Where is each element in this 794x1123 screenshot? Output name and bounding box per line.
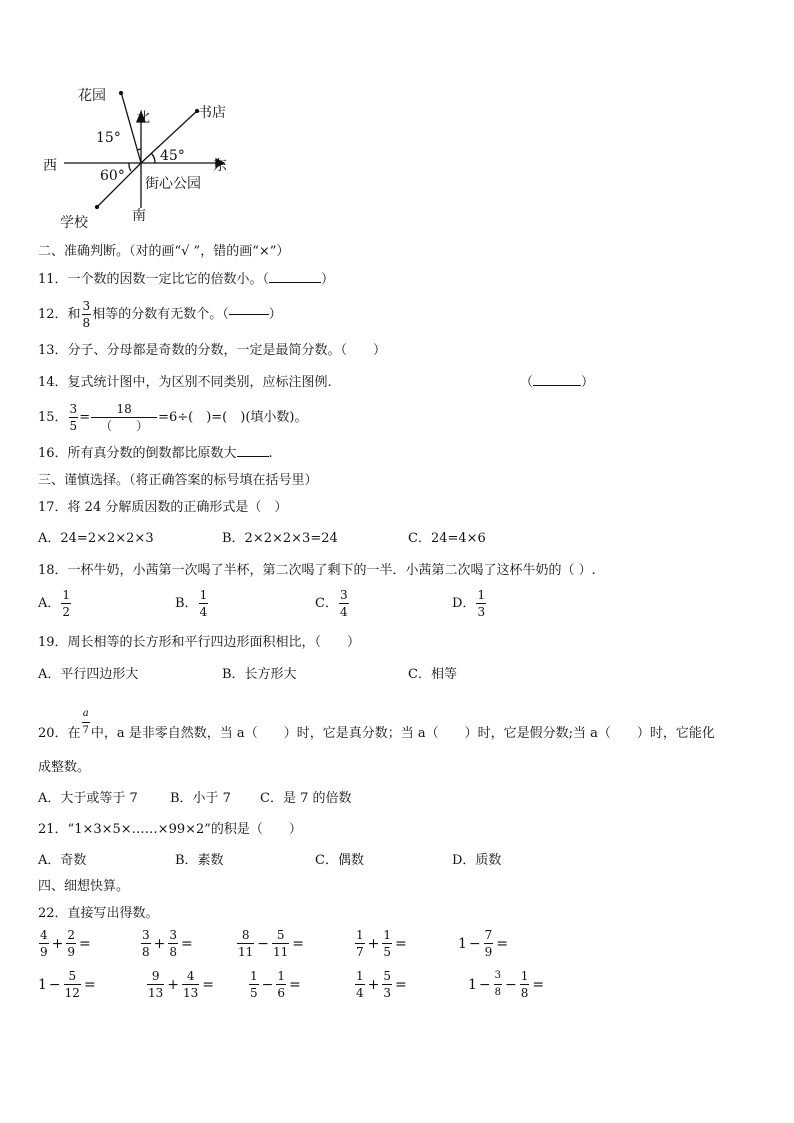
- label-angle60: 60°: [100, 168, 125, 184]
- section-2-title: 二、准确判断。（对的画“√ ”，错的画“×”）: [38, 244, 290, 259]
- label-garden: 花园: [78, 88, 106, 104]
- q15-fraction-1: $\frac{3}{5}$: [69, 402, 78, 433]
- question-12: [38, 299, 282, 330]
- question-22: 22．直接写出得数。: [38, 906, 159, 921]
- q18-option-b[interactable]: B． $\frac{1}{4}$: [175, 588, 208, 619]
- q20-option-c[interactable]: C．是 7 的倍数: [260, 791, 352, 806]
- section-3-title: 三、谨慎选择。（将正确答案的标号填在括号里）: [38, 473, 318, 488]
- q12-post: 相等的分数有无数个。（: [92, 306, 229, 322]
- calc-r2c5: 1 − $\frac{3}{8}$ − $\frac{1}{8}$ =: [468, 969, 545, 1000]
- q18-option-a[interactable]: A． $\frac{1}{2}$: [38, 588, 71, 619]
- q12-blank[interactable]: [229, 314, 269, 315]
- calc-r2c4: $\frac{1}{4}$ + $\frac{5}{3}$ =: [356, 969, 407, 1000]
- q17-option-c[interactable]: C．24=4×6: [408, 531, 486, 546]
- q19-option-c[interactable]: C．相等: [408, 667, 457, 682]
- question-20: [38, 704, 715, 744]
- q20-fraction: $\frac{a}{7}$: [82, 708, 89, 736]
- label-park: 街心公园: [145, 176, 201, 192]
- question-17: 17．将 24 分解质因数的正确形式是（ ）: [38, 500, 288, 515]
- section-4-title: 四、细想快算。: [38, 879, 130, 894]
- q20-pre: 20．在: [38, 726, 81, 741]
- question-15: 15． $\frac{3}{5}$ = $\frac{18}{( )}$ =6÷( )=( )(填小数)。: [38, 402, 308, 433]
- q21-option-a[interactable]: A．奇数: [38, 853, 87, 868]
- calc-r1c2: $\frac{3}{8}$ + $\frac{3}{8}$ =: [142, 928, 193, 959]
- q21-option-c[interactable]: C．偶数: [315, 853, 364, 868]
- label-south: 南: [132, 208, 146, 224]
- q20-option-b[interactable]: B．小于 7: [170, 791, 231, 806]
- label-west: 西: [43, 158, 57, 174]
- label-east: 东: [213, 158, 227, 174]
- q15-rest: =6÷( )=( )(填小数)。: [158, 409, 308, 425]
- q18-option-c[interactable]: C． $\frac{3}{4}$: [315, 588, 348, 619]
- calc-r1c4: $\frac{1}{7}$ + $\frac{1}{5}$ =: [356, 928, 407, 959]
- q20-post: 中，a 是非零自然数，当 a（ ）时，它是真分数；当 a（ ）时，它是假分数;当 a（ ）时，它能化: [90, 726, 715, 741]
- arc-45: [151, 153, 155, 163]
- q16-blank[interactable]: [237, 456, 269, 457]
- direction-diagram: [38, 80, 248, 230]
- q19-option-a[interactable]: A．平行四边形大: [38, 667, 139, 682]
- q21-option-b[interactable]: B．素数: [175, 853, 224, 868]
- q14-blank[interactable]: [533, 385, 581, 386]
- question-14: 14．复式统计图中，为区别不同类别，应标注图例.: [38, 375, 332, 390]
- label-north: 北: [136, 110, 150, 126]
- q11-text: 11．一个数的因数一定比它的倍数小。（: [38, 272, 270, 287]
- calc-r1c5: 1 − $\frac{7}{9}$ =: [458, 928, 509, 959]
- label-angle45: 45°: [160, 148, 185, 164]
- q16-text: 16．所有真分数的倒数都比原数大: [38, 446, 237, 461]
- q11-close: ）: [321, 272, 335, 287]
- label-bookstore: 书店: [198, 105, 226, 121]
- calc-r1c3: $\frac{8}{11}$ − $\frac{5}{11}$ =: [238, 928, 305, 959]
- q12-close: ）: [268, 306, 282, 322]
- calc-r1c1: $\frac{4}{9}$ + $\frac{2}{9}$ =: [40, 928, 91, 959]
- q21-option-d[interactable]: D．质数: [452, 853, 502, 868]
- arc-60: [129, 163, 131, 171]
- q14-answer: （ ）: [520, 375, 595, 390]
- calc-r2c2: $\frac{9}{13}$ + $\frac{4}{13}$ =: [148, 969, 215, 1000]
- q18-option-d[interactable]: D． $\frac{1}{3}$: [452, 588, 486, 619]
- question-19: 19．周长相等的长方形和平行四边形面积相比，（ ）: [38, 635, 361, 650]
- q17-option-b[interactable]: B．2×2×2×3=24: [222, 531, 338, 546]
- q17-option-a[interactable]: A．24=2×2×2×3: [38, 531, 154, 546]
- q19-option-b[interactable]: B．长方形大: [222, 667, 297, 682]
- q12-fraction: $\frac{3}{8}$: [82, 299, 91, 330]
- q12-pre: 12．和: [38, 306, 81, 322]
- ray-garden: [121, 92, 141, 163]
- question-16: 16．所有真分数的倒数都比原数大 .: [38, 446, 273, 461]
- q15-pre: 15．: [38, 409, 68, 425]
- q11-blank[interactable]: [269, 282, 321, 283]
- calc-r2c1: 1 − $\frac{5}{12}$ =: [38, 969, 96, 1000]
- question-13: 13．分子、分母都是奇数的分数，一定是最简分数。（ ）: [38, 343, 387, 358]
- q20-line-2: 成整数。: [38, 760, 91, 775]
- label-school: 学校: [60, 215, 88, 230]
- label-angle15: 15°: [96, 130, 121, 146]
- question-21: 21．“1×3×5×……×99×2”的积是（ ）: [38, 822, 302, 837]
- question-11: [38, 272, 334, 288]
- q15-fraction-2: $\frac{18}{( )}$: [91, 402, 157, 433]
- question-18: 18．一杯牛奶，小茜第一次喝了半杯，第二次喝了剩下的一半．小茜第二次喝了这杯牛奶的（ ）.: [38, 563, 596, 578]
- calc-r2c3: $\frac{1}{5}$ − $\frac{1}{6}$ =: [250, 969, 301, 1000]
- q20-option-a[interactable]: A．大于或等于 7: [38, 791, 138, 806]
